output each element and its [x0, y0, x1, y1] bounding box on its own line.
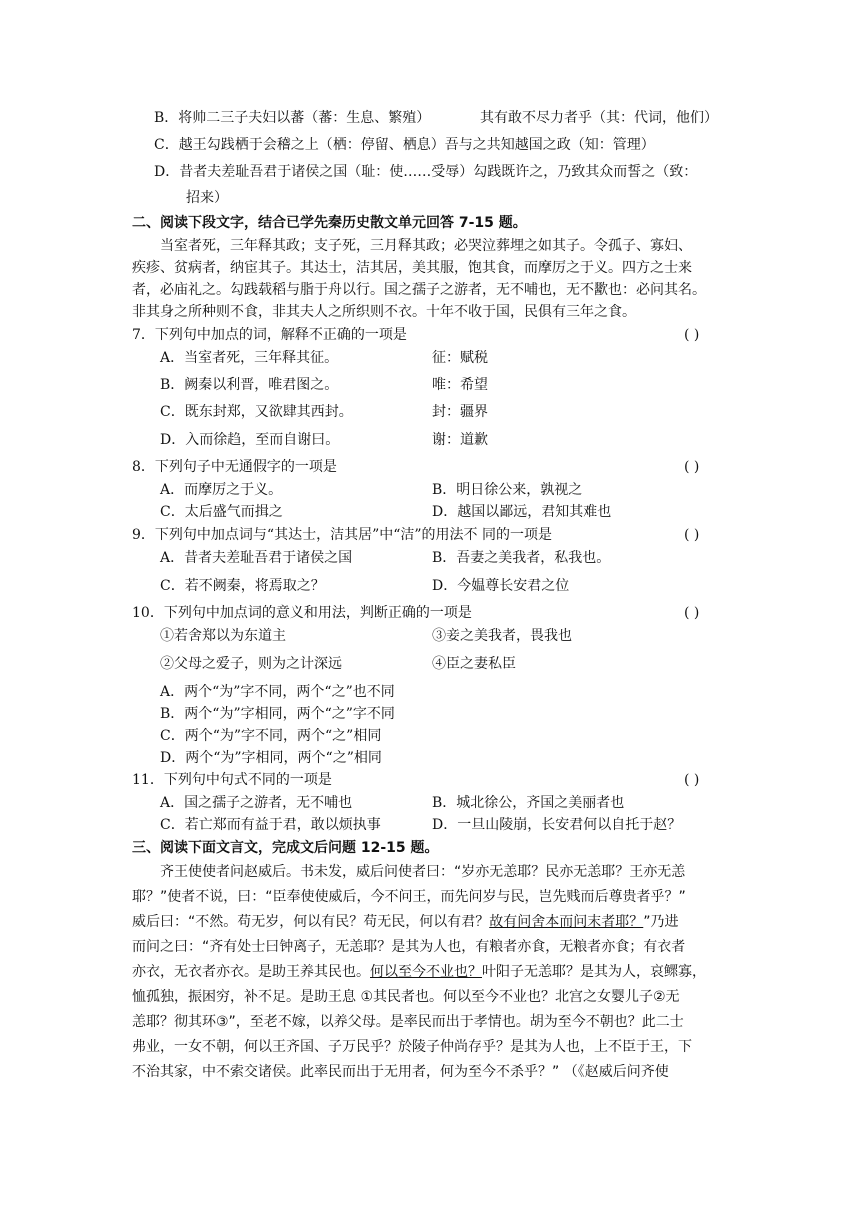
q7-option-b: B．阙秦以利晋，唯君图之。: [160, 377, 339, 393]
answer-blank[interactable]: ( ): [684, 327, 700, 343]
q10-item-1: ①若舍郑以为东道主: [160, 628, 286, 644]
passage-line: 而问之曰：“齐有处士曰钟离子，无恙耶？是其为人也，有粮者亦食，无粮者亦食；有衣者: [132, 939, 686, 955]
passage-line: 当室者死，三年释其政；支子死，三月释其政；必哭泣葬埋之如其子。令孤子、寡妇、: [160, 238, 692, 254]
q9-option-b: B．吾妻之美我者，私我也。: [432, 550, 611, 566]
q9-option-a: A．昔者夫差耻吾君于诸侯之国: [160, 550, 353, 566]
q7-option-a-gloss: 征：赋税: [432, 350, 488, 366]
q8-option-a: A．而摩厉之于义。: [160, 482, 283, 498]
q7-option-a: A．当室者死，三年释其征。: [160, 350, 339, 366]
q7-option-c: C．既东封郑，又欲肆其西封。: [160, 404, 353, 420]
q9-option-d: D．今媪尊长安君之位: [432, 578, 570, 594]
question-9: 9．下列句中加点词与“其达士，洁其居”中“洁”的用法不 同的一项是: [132, 527, 552, 543]
section-3-heading: 三、阅读下面文言文，完成文后问题 12-15 题。: [132, 840, 439, 856]
q7-option-d-gloss: 谢：道歉: [432, 432, 488, 448]
passage-line: 弗业，一女不朝，何以王齐国、子万民乎？於陵子仲尚存乎？是其为人也，上不臣于王，下: [132, 1039, 692, 1055]
q7-option-d: D．入而徐趋，至而自谢曰。: [160, 432, 340, 448]
passage-line: 非其身之所种则不食，非其夫人之所织则不衣。十年不收于国，民俱有三年之食。: [132, 304, 636, 320]
passage-line: 亦衣，无衣者亦衣。是助王养其民也。何以至今不业也？叶阳子无恙耶？是其为人，哀鳏寡，: [132, 964, 706, 980]
answer-blank[interactable]: ( ): [684, 772, 700, 788]
q10-option-d: D．两个“为”字相同，两个“之”相同: [160, 750, 382, 766]
section-2-heading: 二、阅读下段文字，结合已学先秦历史散文单元回答 7-15 题。: [132, 215, 527, 231]
passage-line: 恤孤独，振困穷，补不足。是助王息 ①其民者也。何以至今不业也？北宫之女婴儿子②无: [132, 989, 680, 1005]
option-d-prev-cont: 招来）: [186, 190, 228, 206]
q10-item-3: ③妾之美我者，畏我也: [432, 628, 572, 644]
passage-line: 威后曰：“不然。苟无岁，何以有民？苟无民，何以有君？故有问舍本而问末者耶？”乃进: [132, 914, 679, 930]
option-b-prev-second: 其有敢不尽力者乎（其：代词，他们）: [480, 110, 718, 126]
passage-line: 齐王使使者问赵威后。书未发，威后问使者曰：“岁亦无恙耶？民亦无恙耶？王亦无恙: [160, 864, 686, 880]
question-11: 11．下列句中句式不同的一项是: [132, 772, 332, 788]
q7-option-b-gloss: 唯：希望: [432, 377, 488, 393]
underlined-sentence: 何以至今不业也？: [370, 964, 482, 980]
q10-option-a: A．两个“为”字不同，两个“之”也不同: [160, 684, 395, 700]
q10-item-4: ④臣之妻私臣: [432, 656, 516, 672]
q8-option-c: C．太后盛气而揖之: [160, 504, 283, 520]
option-b-prev: B．将帅二三子夫妇以蕃（蕃：生息、繁殖）: [154, 110, 431, 126]
answer-blank[interactable]: ( ): [684, 605, 700, 621]
q8-option-b: B．明日徐公来，孰视之: [432, 482, 583, 498]
q8-option-d: D．越国以鄙远，君知其难也: [432, 504, 612, 520]
passage-line: 恙耶？彻其环③”，至老不嫁，以养父母。是率民而出于孝情也。胡为至今不朝也？此二士: [132, 1014, 684, 1030]
q7-option-c-gloss: 封：疆界: [432, 404, 488, 420]
q11-option-a: A．国之孺子之游者，无不哺也: [160, 795, 353, 811]
underlined-sentence: 故有问舍本而问末者耶？: [489, 914, 644, 930]
option-d-prev: D．昔者夫差耻吾君于诸侯之国（耻：使……受辱）勾践既许之，乃致其众而誓之（致：: [154, 164, 698, 180]
q11-option-d: D．一旦山陵崩，长安君何以自托于赵？: [432, 817, 682, 833]
answer-blank[interactable]: ( ): [684, 459, 700, 475]
passage-line: 耶？”使者不说，曰：“臣奉使使威后，今不问王，而先问岁与民，岂先贱而后尊贵者乎？”: [132, 889, 686, 905]
q11-option-b: B．城北徐公，齐国之美丽者也: [432, 795, 625, 811]
question-7: 7．下列句中加点的词，解释不正确的一项是: [132, 327, 407, 343]
option-c-prev: C．越王勾践栖于会稽之上（栖：停留、栖息）吾与之共知越国之政（知：管理）: [154, 137, 655, 153]
passage-line: 者，必庙礼之。勾践载稻与脂于舟以行。国之孺子之游者，无不哺也，无不歠也：必问其名。: [132, 282, 706, 298]
question-10: 10．下列句中加点词的意义和用法，判断正确的一项是: [132, 605, 472, 621]
q9-option-c: C．若不阙秦，将焉取之？: [160, 578, 325, 594]
q11-option-c: C．若亡郑而有益于君，敢以烦执事: [160, 817, 381, 833]
passage-line: 不治其家，中不索交诸侯。此率民而出于无用者，何为至今不杀乎？” （《赵威后问齐使: [132, 1064, 669, 1080]
q10-option-c: C．两个“为”字不同，两个“之”相同: [160, 728, 382, 744]
question-8: 8．下列句子中无通假字的一项是: [132, 459, 337, 475]
q10-item-2: ②父母之爱子，则为之计深远: [160, 656, 342, 672]
answer-blank[interactable]: ( ): [684, 527, 700, 543]
passage-line: 疾疹、贫病者，纳宦其子。其达士，洁其居，美其服，饱其食，而摩厉之于义。四方之士来: [132, 260, 692, 276]
q10-option-b: B．两个“为”字相同，两个“之”字不同: [160, 706, 395, 722]
